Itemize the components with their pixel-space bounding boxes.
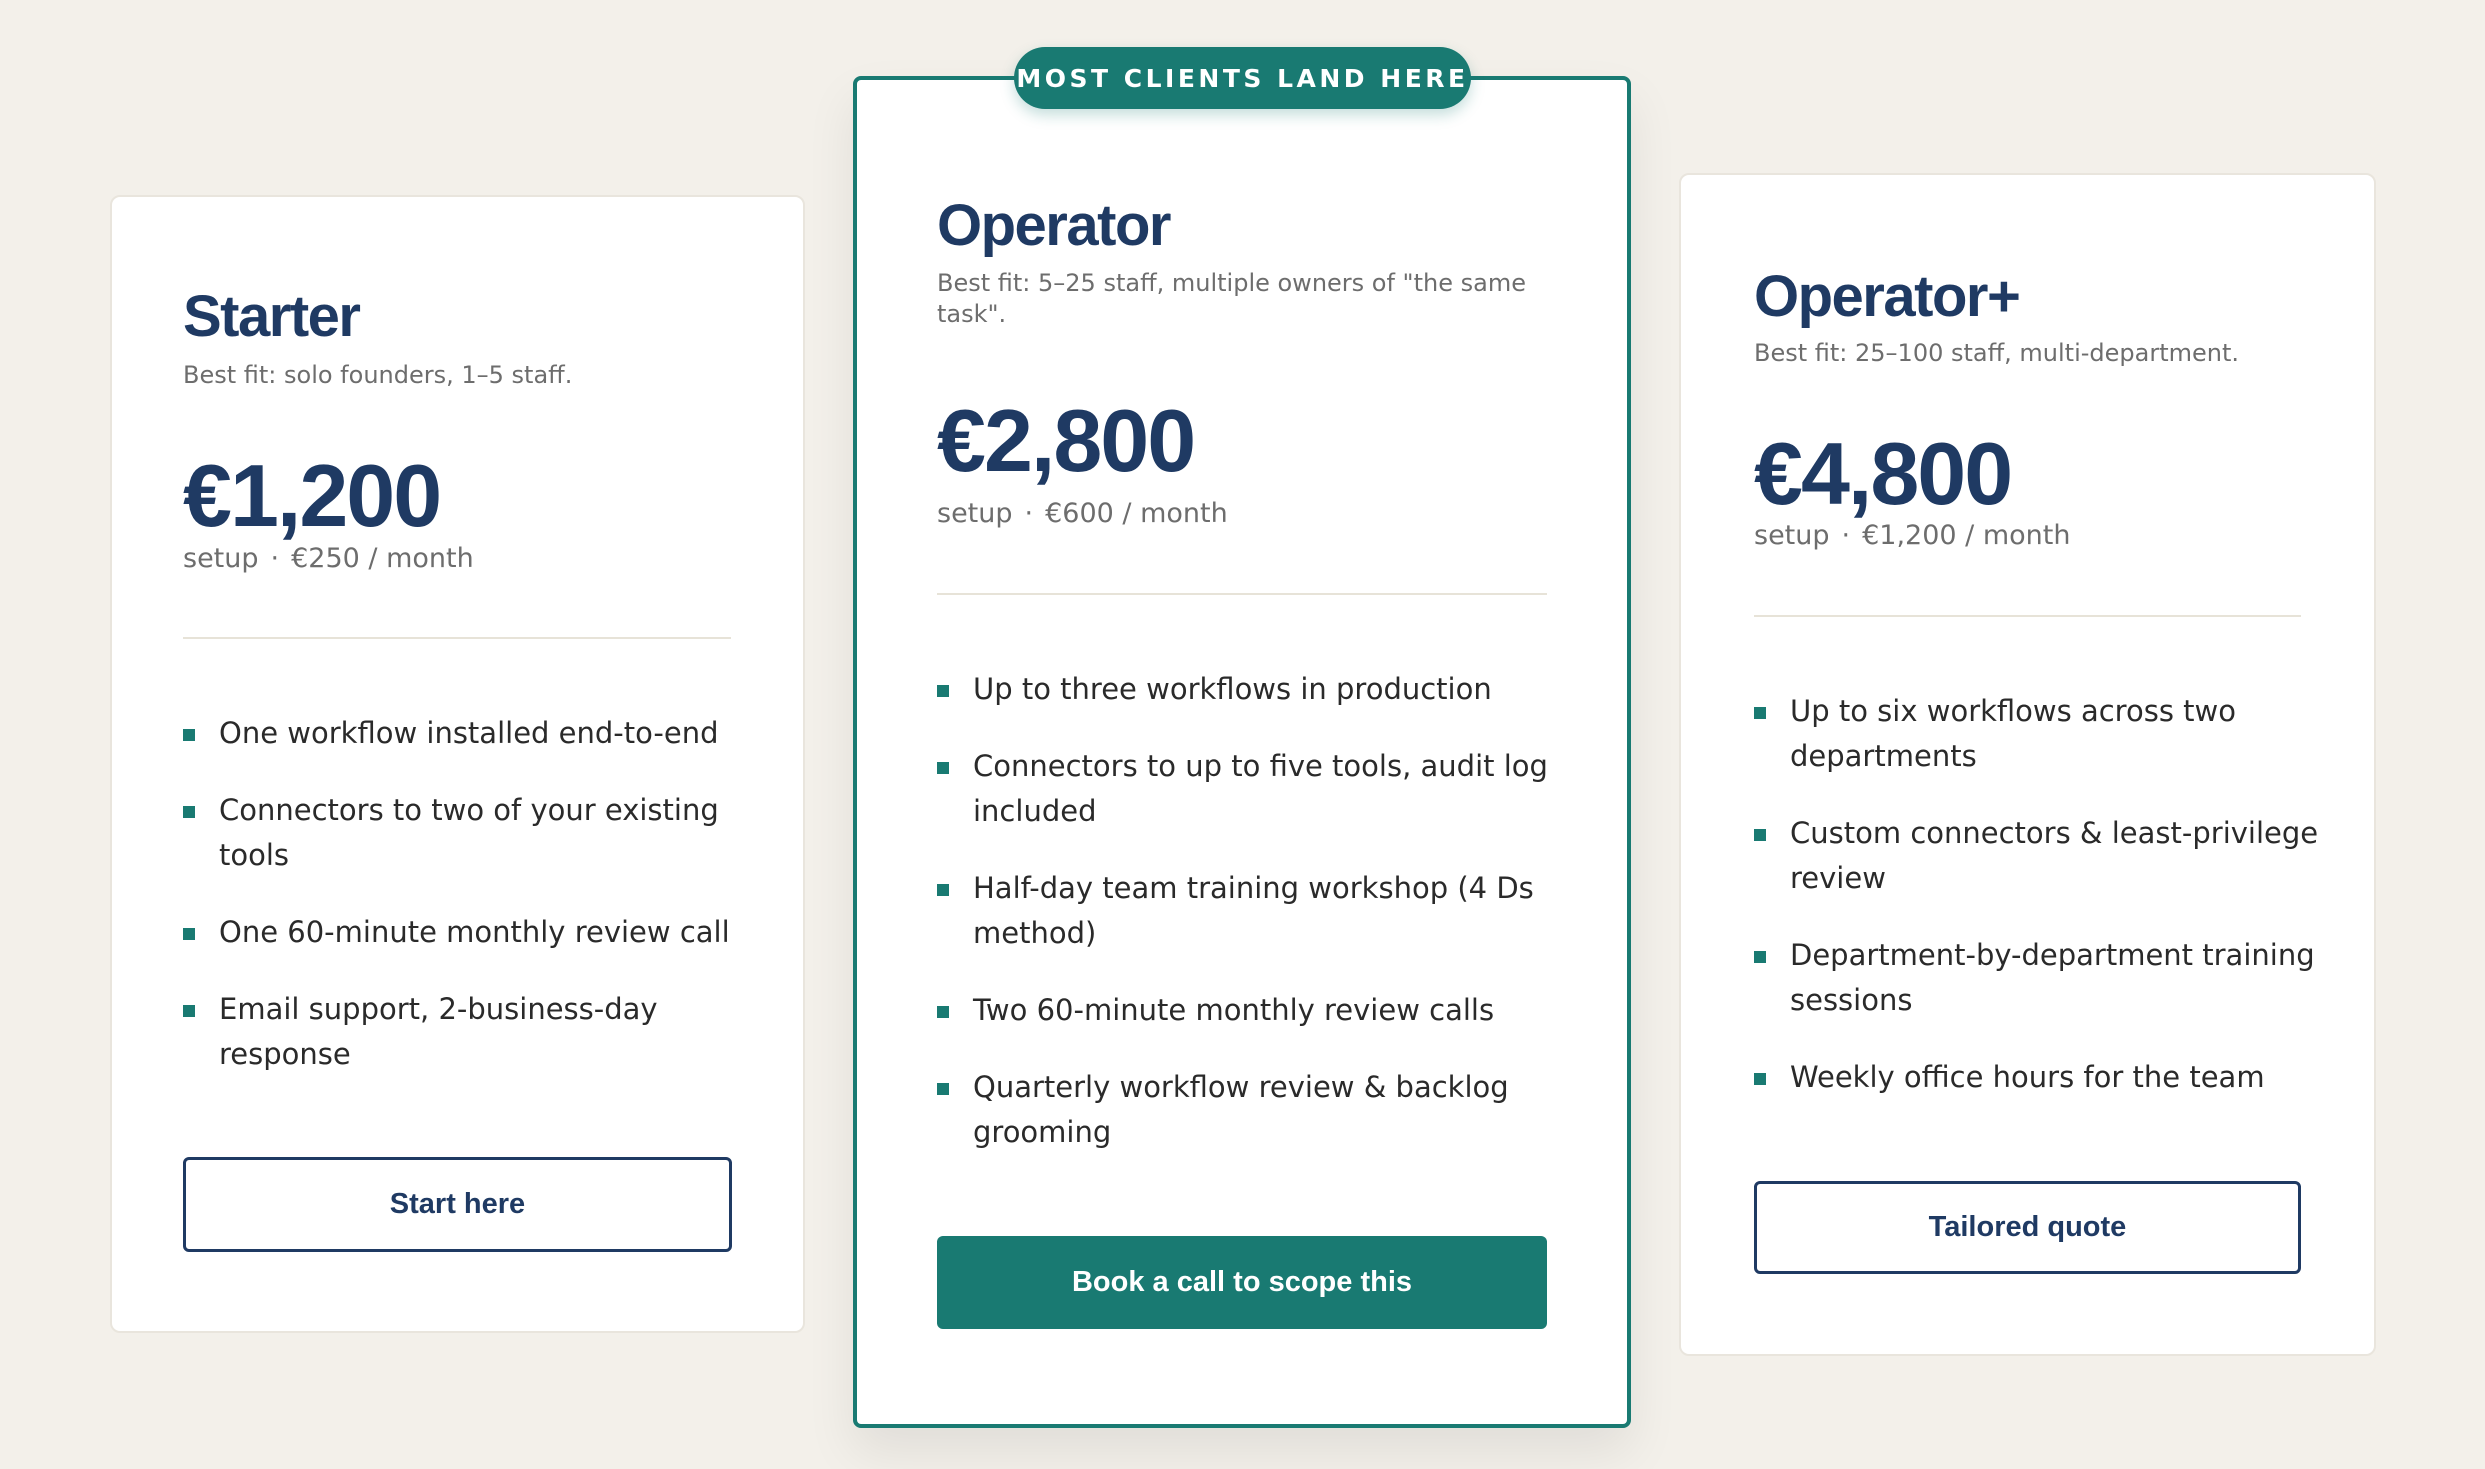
monthly-fee: €600 / month <box>1045 498 1228 529</box>
most-popular-badge: MOST CLIENTS LAND HERE <box>1014 47 1471 109</box>
plan-terms-operator-plus <box>1754 522 2070 549</box>
bullet-icon <box>1754 707 1766 719</box>
plan-price-starter: €1,200 <box>183 446 441 545</box>
feature-item: Weekly office hours for the team <box>1754 1055 2324 1100</box>
bullet-icon <box>937 884 949 896</box>
plan-title-operator-plus: Operator+ <box>1754 264 2020 329</box>
plan-price-operator-plus: €4,800 <box>1754 424 2012 523</box>
separator-dot: · <box>1841 520 1851 551</box>
plan-title-starter: Starter <box>183 284 360 349</box>
feature-item: Connectors to up to five tools, audit log included <box>937 744 1562 834</box>
feature-item: Quarterly workflow review & backlog grooming <box>937 1065 1562 1155</box>
setup-label: setup <box>1754 520 1830 551</box>
feature-item: One 60-minute monthly review call <box>183 910 738 955</box>
monthly-fee: €250 / month <box>291 543 474 574</box>
book-call-button[interactable]: Book a call to scope this <box>937 1236 1547 1329</box>
setup-label: setup <box>937 498 1013 529</box>
feature-item: Department-by-department training sessions <box>1754 933 2324 1023</box>
feature-list-starter <box>183 711 738 1109</box>
plan-title-operator: Operator <box>937 193 1170 258</box>
bullet-icon <box>937 1083 949 1095</box>
plan-fit-starter: Best fit: solo founders, 1–5 staff. <box>183 361 573 389</box>
monthly-fee: €1,200 / month <box>1862 520 2071 551</box>
bullet-icon <box>937 762 949 774</box>
bullet-icon <box>183 806 195 818</box>
bullet-icon <box>183 1005 195 1017</box>
plan-terms-operator <box>937 500 1228 527</box>
plan-fit-operator: Best fit: 5–25 staff, multiple owners of "the same task". <box>937 269 1526 328</box>
bullet-icon <box>937 685 949 697</box>
feature-item: Custom connectors & least-privilege review <box>1754 811 2324 901</box>
plan-fit-operator-plus: Best fit: 25–100 staff, multi-department. <box>1754 339 2240 367</box>
divider <box>1754 615 2301 617</box>
bullet-icon <box>183 729 195 741</box>
bullet-icon <box>937 1006 949 1018</box>
feature-item: Up to six workflows across two departments <box>1754 689 2324 779</box>
plan-price-operator: €2,800 <box>937 391 1195 490</box>
divider <box>183 637 731 639</box>
feature-list-operator-plus <box>1754 689 2324 1132</box>
feature-item: Half-day team training workshop (4 Ds method) <box>937 866 1562 956</box>
bullet-icon <box>1754 829 1766 841</box>
divider <box>937 593 1547 595</box>
bullet-icon <box>1754 1073 1766 1085</box>
separator-dot: · <box>270 543 280 574</box>
feature-list-operator <box>937 667 1562 1187</box>
feature-item: Up to three workflows in production <box>937 667 1562 712</box>
feature-item: Two 60-minute monthly review calls <box>937 988 1562 1033</box>
feature-item: Connectors to two of your existing tools <box>183 788 738 878</box>
bullet-icon <box>183 928 195 940</box>
setup-label: setup <box>183 543 259 574</box>
feature-item: One workflow installed end-to-end <box>183 711 738 756</box>
bullet-icon <box>1754 951 1766 963</box>
feature-item: Email support, 2-business-day response <box>183 987 738 1077</box>
separator-dot: · <box>1024 498 1034 529</box>
tailored-quote-button[interactable]: Tailored quote <box>1754 1181 2301 1274</box>
plan-terms-starter <box>183 545 474 572</box>
start-here-button[interactable]: Start here <box>183 1157 732 1252</box>
